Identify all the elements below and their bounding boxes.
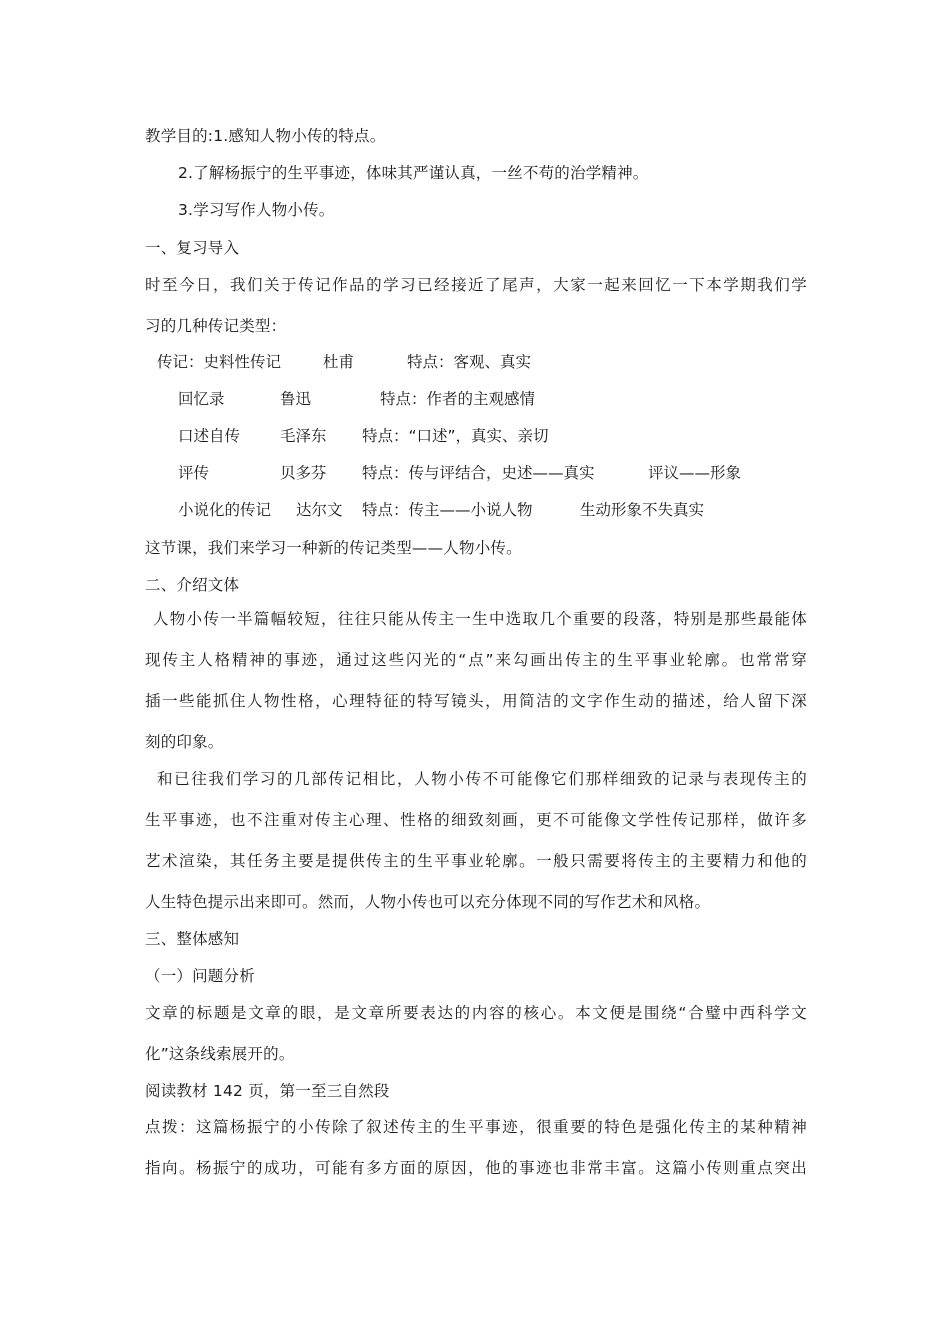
- paragraph-line: 化”这条线索展开的。: [145, 1045, 295, 1063]
- paragraph-line: 现传主人格精神的事迹，通过这些闪光的“点”来勾画出传主的生平事业轮廓。也常常穿: [145, 651, 807, 669]
- paragraph-line: 刻的印象。: [145, 733, 224, 751]
- type-label: 回忆录: [178, 390, 225, 408]
- type-person: 贝多芬: [280, 464, 327, 482]
- paragraph-line: 生平事迹，也不注重对传主心理、性格的细致刻画，更不可能像文学性传记那样，做许多: [145, 811, 807, 829]
- paragraph-line: 和已往我们学习的几部传记相比，人物小传不可能像它们那样细致的记录与表现传主的: [157, 770, 807, 788]
- type-feature: 特点：传主——小说人物: [362, 501, 533, 519]
- type-label: 口述自传: [178, 427, 241, 445]
- paragraph-line: 点拨：这篇杨振宁的小传除了叙述传主的生平事迹，很重要的特色是强化传主的某种精神: [145, 1118, 807, 1136]
- paragraph-line: 文章的标题是文章的眼，是文章所要表达的内容的核心。本文便是围绕“合璧中西科学文: [145, 1004, 807, 1022]
- paragraph-line: 习的几种传记类型：: [145, 317, 287, 335]
- section-heading-review: 一、复习导入: [145, 239, 240, 257]
- paragraph-line: 人生特色提示出来即可。然而，人物小传也可以充分体现不同的写作艺术和风格。: [145, 893, 711, 911]
- objective-line-1: 教学目的:1.感知人物小传的特点。: [145, 127, 386, 145]
- type-person: 达尔文: [296, 501, 343, 519]
- paragraph-line: 插一些能抓住人物性格，心理特征的特写镜头，用简洁的文字作生动的描述，给人留下深: [145, 692, 807, 710]
- section-heading-overview: 三、整体感知: [145, 930, 240, 948]
- type-extra: 生动形象不失真实: [580, 501, 705, 519]
- paragraph-line: 人物小传一半篇幅较短，往往只能从传主一生中选取几个重要的段落，特别是那些最能体: [153, 610, 807, 628]
- type-person: 毛泽东: [280, 427, 327, 445]
- type-label: 小说化的传记: [178, 501, 272, 519]
- type-label: 评传: [178, 464, 210, 482]
- type-person: 杜甫: [323, 353, 355, 371]
- type-feature: 特点：作者的主观感情: [380, 390, 536, 408]
- type-label: 传记：史料性传记: [157, 353, 282, 371]
- type-feature: 特点：传与评结合，史述——真实: [362, 464, 595, 482]
- type-feature: 特点：“口述”，真实、亲切: [362, 427, 549, 445]
- section-heading-genre: 二、介绍文体: [145, 576, 240, 594]
- paragraph-line: 艺术渲染，其任务主要是提供传主的生平事业轮廓。一般只需要将传主的主要精力和他的: [145, 852, 807, 870]
- paragraph-line: 这节课，我们来学习一种新的传记类型——人物小传。: [145, 539, 522, 557]
- type-feature: 特点：客观、真实: [407, 353, 532, 371]
- paragraph-line: 时至今日，我们关于传记作品的学习已经接近了尾声，大家一起来回忆一下本学期我们学: [145, 276, 807, 294]
- paragraph-line: 指向。杨振宁的成功，可能有多方面的原因，他的事迹也非常丰富。这篇小传则重点突出: [145, 1159, 807, 1177]
- paragraph-line: 阅读教材 142 页，第一至三自然段: [145, 1082, 390, 1100]
- subsection-heading: （一）问题分析: [145, 967, 255, 985]
- objective-line-3: 3.学习写作人物小传。: [178, 201, 335, 219]
- type-extra: 评议——形象: [648, 464, 742, 482]
- objective-line-2: 2.了解杨振宁的生平事迹，体味其严谨认真，一丝不苟的治学精神。: [178, 164, 649, 182]
- type-person: 鲁迅: [280, 390, 312, 408]
